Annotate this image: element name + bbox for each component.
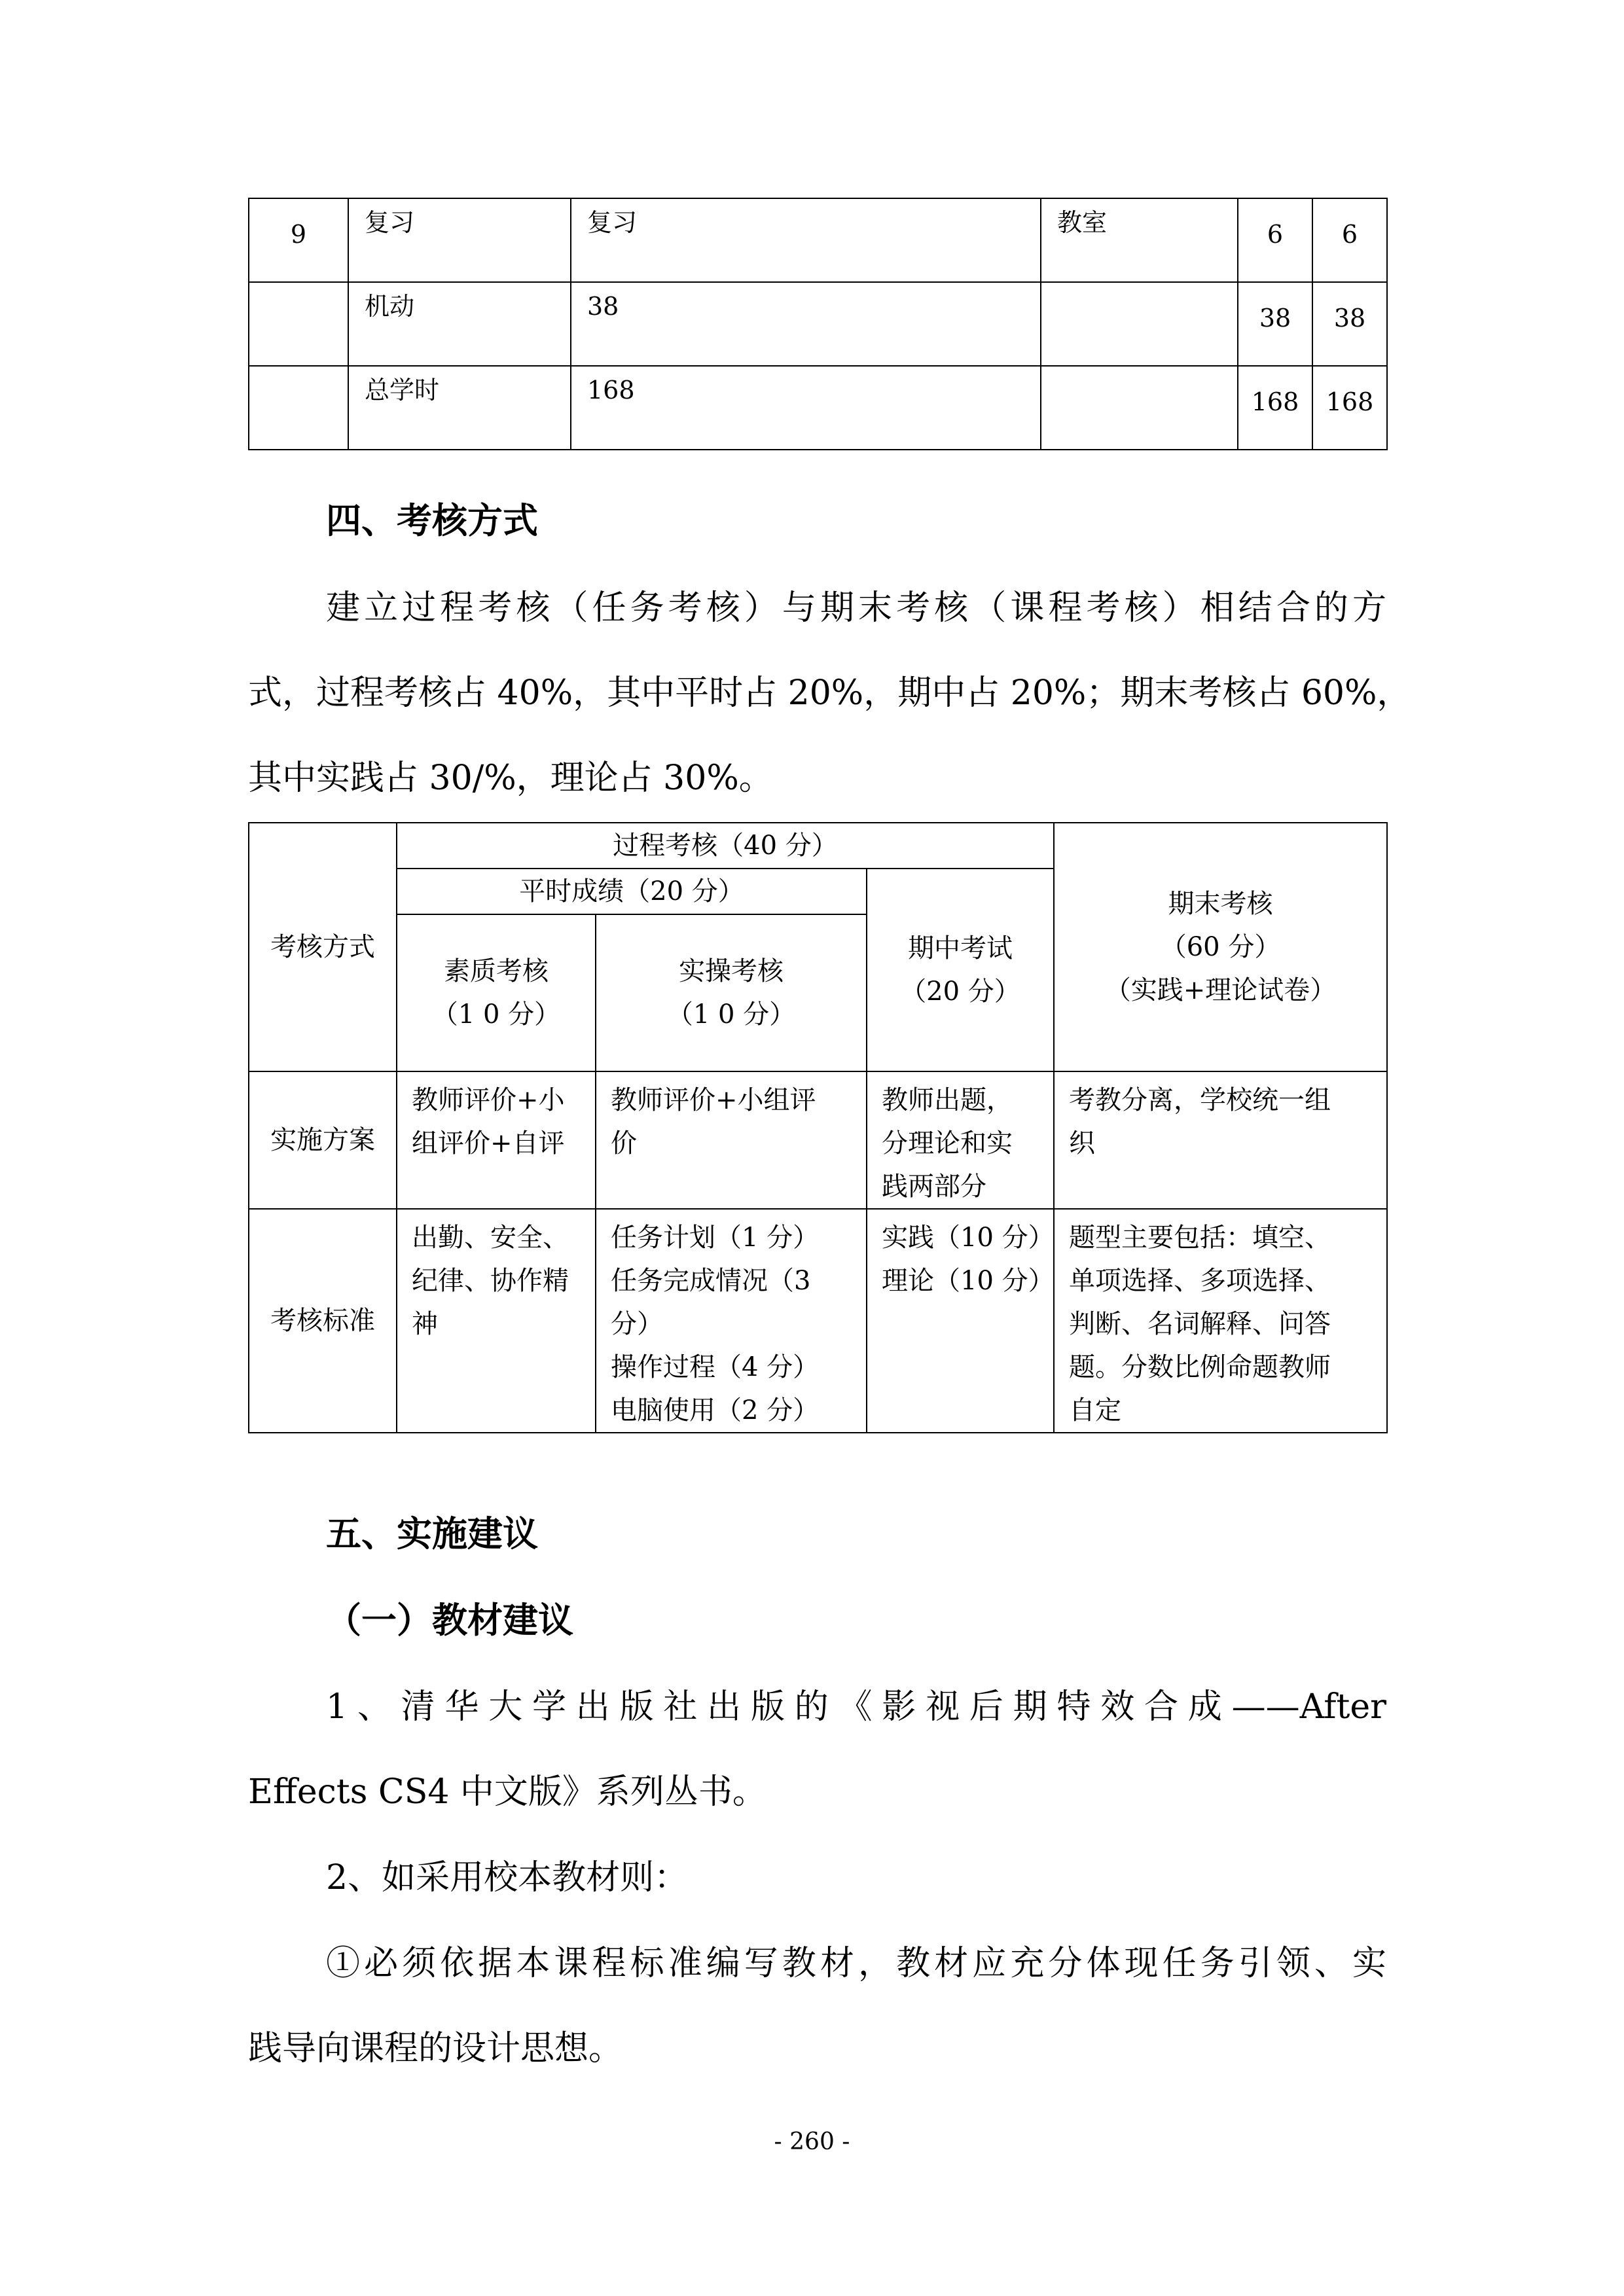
std-midterm <box>867 1209 1054 1433</box>
final-label: 期末考核 <box>1168 889 1273 919</box>
header-usual: 平时成绩（20 分） <box>397 869 867 914</box>
header-practical <box>596 914 867 1071</box>
teaching-place: 教室 <box>1041 198 1238 282</box>
cell-line: 分） <box>611 1309 663 1339</box>
practical-label: 实操考核 <box>679 956 784 986</box>
header-quality <box>397 914 596 1071</box>
quality-score: （1 0 分） <box>431 999 561 1030</box>
header-final <box>1054 823 1387 1071</box>
midterm-label: 期中考试 <box>908 933 1013 963</box>
impl-quality <box>397 1071 596 1209</box>
cell-line: 价 <box>611 1128 637 1158</box>
cell-line: 出勤、安全、 <box>412 1223 569 1253</box>
table-row <box>249 366 1387 450</box>
cell-line: 教师评价+小 <box>412 1085 565 1115</box>
impl-final <box>1054 1071 1387 1209</box>
subsection-heading: （一）教材建议 <box>326 1599 573 1641</box>
cell-line: 组评价+自评 <box>412 1128 565 1158</box>
impl-practical <box>596 1071 867 1209</box>
cell-line: 题型主要包括：填空、 <box>1069 1223 1331 1253</box>
header-midterm <box>867 869 1054 1071</box>
midterm-score: （20 分） <box>900 977 1020 1007</box>
header-process: 过程考核（40 分） <box>397 823 1054 869</box>
cell-line: 题。分数比例命题教师 <box>1069 1352 1331 1382</box>
cell-line: 单项选择、多项选择、 <box>1069 1266 1331 1296</box>
paragraph-line: 式，过程考核占 40%，其中平时占 20%，期中占 20%；期末考核占 60%， <box>248 673 1411 713</box>
teaching-place <box>1041 366 1238 450</box>
table-row <box>249 1209 1387 1433</box>
cell-line: 理论（10 分） <box>882 1266 1055 1296</box>
row-number <box>249 366 348 450</box>
cell-line: 任务完成情况（3 <box>611 1266 811 1296</box>
cell-line: 分理论和实 <box>882 1128 1013 1158</box>
cell-line: 任务计划（1 分） <box>611 1223 820 1253</box>
cell-line: 教师评价+小组评 <box>611 1085 816 1115</box>
module-content: 168 <box>571 366 1041 450</box>
table-row <box>249 823 1387 869</box>
cell-line: 践两部分 <box>882 1172 986 1202</box>
schedule-table <box>248 198 1388 450</box>
hours: 38 <box>1238 282 1312 366</box>
cell-line: 电脑使用（2 分） <box>611 1395 820 1426</box>
std-practical <box>596 1209 867 1433</box>
hours: 38 <box>1312 282 1387 366</box>
module-name: 总学时 <box>348 366 571 450</box>
table-row <box>249 282 1387 366</box>
std-quality <box>397 1209 596 1433</box>
final-score: （60 分） <box>1160 932 1281 962</box>
cell-line: 自定 <box>1069 1395 1122 1426</box>
cell-line: 判断、名词解释、问答 <box>1069 1309 1331 1339</box>
paragraph-line: 其中实践占 30/%，理论占 30%。 <box>248 759 773 798</box>
section-heading: 四、考核方式 <box>326 499 538 541</box>
paragraph-line: Effects CS4 中文版》系列丛书。 <box>248 1772 767 1812</box>
paragraph-line: ①必须依据本课程标准编写教材，教材应充分体现任务引领、实 <box>326 1944 1386 1983</box>
table-row <box>249 198 1387 282</box>
paragraph-line: 2、如采用校本教材则： <box>326 1858 689 1897</box>
cell-line: 纪律、协作精 <box>412 1266 569 1296</box>
teaching-place <box>1041 282 1238 366</box>
hours: 6 <box>1238 198 1312 282</box>
header-method: 考核方式 <box>249 823 397 1071</box>
row-number: 9 <box>249 198 348 282</box>
final-note: （实践+理论试卷） <box>1104 975 1337 1005</box>
row-number <box>249 282 348 366</box>
module-name: 机动 <box>348 282 571 366</box>
assessment-table <box>248 822 1388 1433</box>
paragraph-line: 1、清华大学出版社出版的《影视后期特效合成——After <box>326 1687 1386 1727</box>
module-content: 38 <box>571 282 1041 366</box>
module-name: 复习 <box>348 198 571 282</box>
cell-line: 织 <box>1069 1128 1096 1158</box>
hours: 6 <box>1312 198 1387 282</box>
std-final <box>1054 1209 1387 1433</box>
paragraph-line: 建立过程考核（任务考核）与期末考核（课程考核）相结合的方 <box>326 588 1386 628</box>
hours: 168 <box>1312 366 1387 450</box>
quality-label: 素质考核 <box>444 956 549 986</box>
module-content: 复习 <box>571 198 1041 282</box>
page-number: - 260 - <box>774 2128 850 2155</box>
practical-score: （1 0 分） <box>666 999 796 1030</box>
cell-line: 实践（10 分） <box>882 1223 1055 1253</box>
cell-line: 神 <box>412 1309 438 1339</box>
paragraph-line: 践导向课程的设计思想。 <box>248 2029 623 2068</box>
hours: 168 <box>1238 366 1312 450</box>
cell-line: 操作过程（4 分） <box>611 1352 820 1382</box>
cell-line: 教师出题， <box>882 1085 1013 1115</box>
impl-midterm <box>867 1071 1054 1209</box>
row-label-implementation: 实施方案 <box>249 1071 397 1209</box>
row-label-standard: 考核标准 <box>249 1209 397 1433</box>
table-row <box>249 1071 1387 1209</box>
cell-line: 考教分离，学校统一组 <box>1069 1085 1331 1115</box>
section-heading: 五、实施建议 <box>326 1513 538 1554</box>
